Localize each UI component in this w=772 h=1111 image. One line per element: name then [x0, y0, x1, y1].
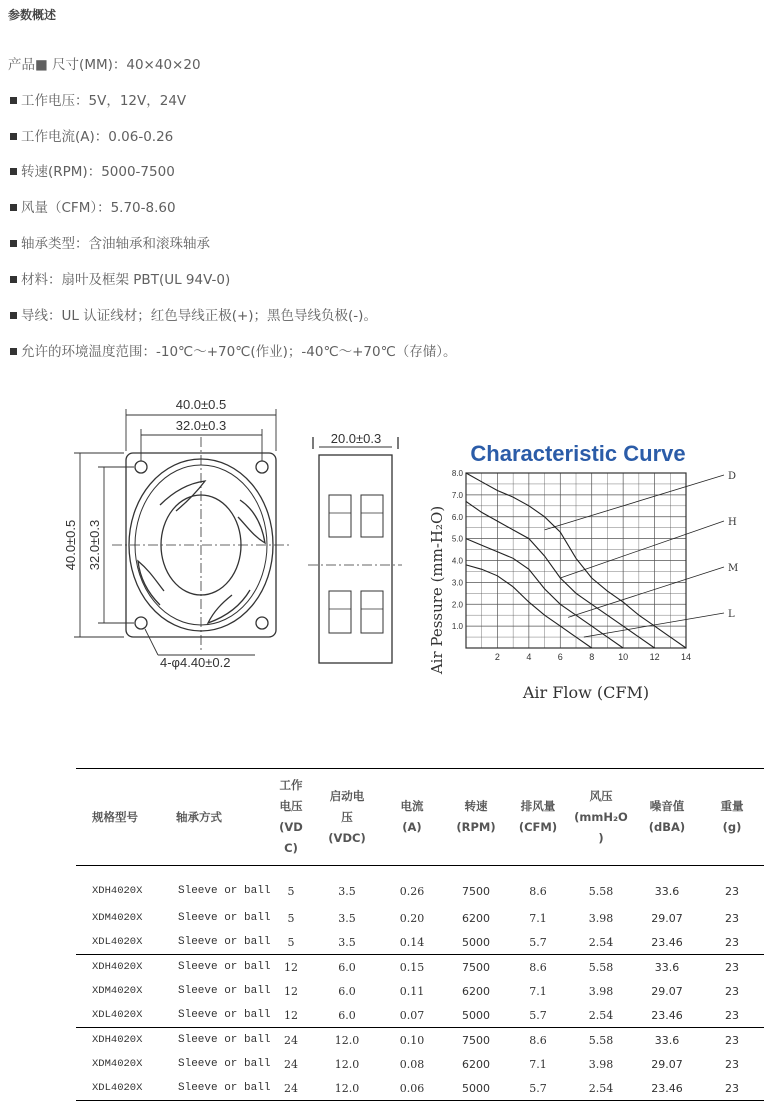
table-cell: 5.58: [588, 884, 614, 898]
table-cell: XDL4020X: [76, 1076, 160, 1101]
bullet-icon: [10, 204, 17, 211]
dim-hole: 4-φ4.40±0.2: [160, 655, 231, 670]
table-cell: 2.54: [588, 1008, 614, 1022]
column-header-line: C): [284, 841, 298, 855]
y-tick-label: 6.0: [451, 512, 463, 522]
y-tick-label: 3.0: [451, 578, 463, 588]
table-cell: 5: [287, 911, 295, 925]
column-header-line: (g): [722, 820, 742, 834]
column-header-line: (VDC): [328, 830, 366, 845]
dim-depth: 20.0±0.3: [330, 431, 382, 446]
column-header-line: ): [598, 830, 604, 845]
column-header: [380, 769, 444, 866]
column-header-line: (dBA): [648, 820, 686, 834]
table-cell: 7500: [462, 884, 490, 898]
table-cell: 24: [284, 1057, 298, 1071]
column-header-line: (mmH₂O: [574, 809, 628, 824]
table-cell: 23: [725, 1057, 739, 1071]
table-cell: 0.26: [399, 884, 425, 898]
bullet-icon: [10, 276, 17, 283]
spec-item-airflow: 风量（CFM）：5.70-8.60: [8, 196, 176, 216]
table-cell: 5.7: [529, 1008, 547, 1022]
spec-item-current: 工作电流(A)：0.06-0.26: [8, 125, 173, 145]
spec-item-bearing: 轴承类型：含油轴承和滚珠轴承: [8, 232, 210, 252]
table-cell: 0.07: [399, 1008, 425, 1022]
dim-inner-width: 32.0±0.3: [175, 418, 227, 433]
table-cell: 3.5: [338, 884, 356, 898]
table-cell: 29.07: [651, 911, 683, 925]
fan-side-view: [308, 437, 402, 663]
dim-inner-height: 32.0±0.3: [87, 519, 102, 571]
table-cell: XDL4020X: [92, 1009, 143, 1021]
table-cell: 5000: [462, 935, 490, 949]
table-cell: 0.10: [380, 1028, 444, 1053]
chart-x-axis-label: Air Flow (CFM): [522, 683, 650, 702]
column-header: [568, 769, 634, 866]
column-header-line: 排风量: [520, 799, 556, 813]
table-cell: Sleeve or ball: [178, 985, 271, 997]
table-cell: 5000: [444, 1076, 508, 1101]
table-cell: 0.06: [380, 1076, 444, 1101]
bullet-icon: [10, 348, 17, 355]
table-row: [76, 955, 764, 980]
table-cell: 12.0: [334, 1057, 360, 1071]
table-cell: 6.0: [314, 955, 380, 980]
table-cell: 6.0: [338, 984, 356, 998]
table-row: [76, 930, 764, 955]
table-cell: Sleeve or ball: [178, 1009, 271, 1021]
bullet-icon: [10, 168, 17, 175]
spec-item-temperature: 允许的环境温度范围：-10℃～+70℃(作业)；-40℃～+70℃（存储）。: [8, 340, 457, 360]
column-header-line: 工作: [279, 778, 303, 792]
table-cell: Sleeve or ball: [160, 955, 268, 980]
table-cell: 24: [268, 1076, 314, 1101]
column-header-line: 压: [341, 809, 353, 824]
x-tick-label: 6: [557, 652, 563, 662]
column-header-line: (RPM): [456, 820, 496, 834]
column-header: [76, 769, 160, 866]
column-header: [700, 769, 764, 866]
bullet-icon: [10, 240, 17, 247]
column-header: [444, 769, 508, 866]
table-cell: 0.08: [399, 1057, 425, 1071]
table-cell: 33.6: [634, 1028, 700, 1053]
y-tick-label: 7.0: [451, 490, 463, 500]
bullet-icon: [10, 133, 17, 140]
table-cell: 5000: [462, 1008, 490, 1022]
table-cell: 29.07: [651, 984, 683, 998]
characteristic-curve-chart: [428, 441, 738, 702]
curve-leader-line: [545, 475, 724, 530]
table-cell: Sleeve or ball: [160, 1028, 268, 1053]
table-cell: 33.6: [654, 884, 680, 898]
table-cell: 23: [700, 955, 764, 980]
column-header-line: 重量: [720, 799, 744, 813]
column-header-line: 噪音值: [649, 799, 685, 813]
table-cell: Sleeve or ball: [178, 885, 271, 897]
spec-item-material: 材料：扇叶及框架 PBT(UL 94V-0): [8, 268, 230, 288]
table-cell: 12: [284, 1008, 298, 1022]
table-cell: 0.14: [399, 935, 425, 949]
table-cell: 0.11: [399, 984, 425, 998]
column-header-line: 转速: [464, 799, 488, 813]
table-cell: 3.98: [588, 911, 614, 925]
table-cell: 5: [287, 935, 295, 949]
table-cell: 3.98: [588, 984, 614, 998]
table-cell: XDM4020X: [92, 912, 143, 924]
table-cell: XDH4020X: [76, 955, 160, 980]
section-title: 参数概述: [8, 8, 57, 22]
table-row: [76, 1028, 764, 1053]
table-cell: 2.54: [568, 1076, 634, 1101]
column-header: [268, 769, 314, 866]
table-cell: 5.58: [568, 1028, 634, 1053]
table-cell: Sleeve or ball: [160, 1076, 268, 1101]
table-cell: XDM4020X: [92, 985, 143, 997]
table-row: [76, 906, 764, 930]
model-spec-table: [76, 768, 764, 1101]
column-header-line: (VD: [279, 820, 303, 834]
table-cell: 23: [725, 911, 739, 925]
table-cell: 6.0: [338, 1008, 356, 1022]
y-tick-label: 4.0: [451, 556, 463, 566]
table-cell: 5.7: [508, 1076, 568, 1101]
table-row: [76, 866, 764, 907]
table-cell: 33.6: [634, 955, 700, 980]
x-tick-label: 2: [494, 652, 500, 662]
column-header-line: (CFM): [518, 820, 558, 834]
table-cell: 12: [268, 955, 314, 980]
table-cell: XDH4020X: [76, 1028, 160, 1053]
table-cell: 23: [725, 1008, 739, 1022]
x-tick-label: 14: [680, 652, 692, 662]
curve-label: M: [728, 563, 739, 574]
table-header-row: [76, 769, 764, 866]
x-tick-label: 4: [526, 652, 532, 662]
table-cell: XDM4020X: [92, 1058, 143, 1070]
column-header-line: 轴承方式: [176, 809, 222, 824]
table-cell: 7.1: [529, 984, 547, 998]
dim-outer-height: 40.0±0.5: [63, 519, 78, 571]
chart-title: Characteristic Curve: [470, 441, 686, 466]
bullet-icon: [10, 97, 17, 104]
column-header-line: 启动电: [329, 788, 365, 803]
x-tick-label: 10: [618, 652, 629, 662]
table-cell: 8.6: [508, 955, 568, 980]
table-cell: 5: [287, 884, 295, 898]
spec-item-voltage: 工作电压：5V，12V，24V: [8, 89, 186, 109]
bullet-icon: [10, 312, 17, 319]
table-cell: XDL4020X: [92, 936, 143, 948]
table-cell: 12.0: [314, 1076, 380, 1101]
column-header-line: 风压: [589, 788, 613, 803]
table-cell: Sleeve or ball: [178, 1058, 271, 1070]
table-cell: 23: [700, 1028, 764, 1053]
column-header-line: 电压: [279, 799, 303, 813]
column-header-line: (A): [402, 820, 422, 834]
table-cell: 7.1: [529, 911, 547, 925]
fan-front-view: [112, 437, 292, 653]
table-row: [76, 1052, 764, 1076]
table-cell: 8.6: [508, 1028, 568, 1053]
curve-label: D: [728, 471, 737, 482]
table-row: [76, 1003, 764, 1028]
table-cell: 24: [268, 1028, 314, 1053]
table-cell: 23.46: [651, 935, 683, 949]
table-cell: 6200: [462, 1057, 490, 1071]
table-cell: Sleeve or ball: [178, 912, 271, 924]
column-header: [160, 769, 268, 866]
table-row: [76, 979, 764, 1003]
table-row: [76, 1076, 764, 1101]
table-cell: 12.0: [314, 1028, 380, 1053]
spec-item-leads: 导线：UL 认证线材；红色导线正极(+)；黑色导线负极(-)。: [8, 304, 377, 324]
table-cell: 6200: [462, 984, 490, 998]
table-cell: 8.6: [529, 884, 547, 898]
column-header: [508, 769, 568, 866]
table-cell: 0.15: [380, 955, 444, 980]
table-cell: 7500: [444, 1028, 508, 1053]
table-cell: 23.46: [634, 1076, 700, 1101]
table-cell: 7500: [444, 955, 508, 980]
column-header-line: 规格型号: [92, 809, 138, 824]
y-tick-label: 2.0: [451, 600, 463, 610]
column-header-line: 电流: [400, 799, 424, 813]
spec-item-size: 产品■ 尺寸(MM)：40×40×20: [8, 57, 201, 73]
table-cell: 0.20: [399, 911, 425, 925]
table-cell: 29.07: [651, 1057, 683, 1071]
table-cell: 3.5: [338, 911, 356, 925]
table-cell: 23: [725, 884, 739, 898]
y-tick-label: 8.0: [451, 469, 463, 478]
column-header: [314, 769, 380, 866]
table-cell: 23: [725, 984, 739, 998]
y-tick-label: 5.0: [451, 534, 463, 544]
table-cell: XDH4020X: [92, 885, 143, 897]
x-tick-label: 12: [649, 652, 660, 662]
table-cell: 7.1: [529, 1057, 547, 1071]
x-tick-label: 8: [589, 652, 595, 662]
dim-outer-width: 40.0±0.5: [175, 397, 227, 412]
curve-leader-line: [584, 613, 724, 637]
table-cell: 23: [725, 935, 739, 949]
technical-drawing: [0, 385, 772, 715]
table-cell: 6200: [462, 911, 490, 925]
table-cell: 3.98: [588, 1057, 614, 1071]
curve-label: L: [728, 609, 735, 620]
table-cell: 5.7: [529, 935, 547, 949]
table-cell: 23: [700, 1076, 764, 1101]
column-header: [634, 769, 700, 866]
table-cell: 3.5: [338, 935, 356, 949]
table-cell: 23.46: [651, 1008, 683, 1022]
table-cell: Sleeve or ball: [178, 936, 271, 948]
y-tick-label: 1.0: [451, 622, 463, 632]
chart-y-axis-label: Air Pessure (mm-H₂O): [428, 505, 446, 675]
table-cell: 5.58: [568, 955, 634, 980]
table-cell: 2.54: [588, 935, 614, 949]
table-cell: 12: [284, 984, 298, 998]
spec-item-speed: 转速(RPM)：5000-7500: [8, 160, 175, 180]
curve-label: H: [728, 517, 737, 528]
